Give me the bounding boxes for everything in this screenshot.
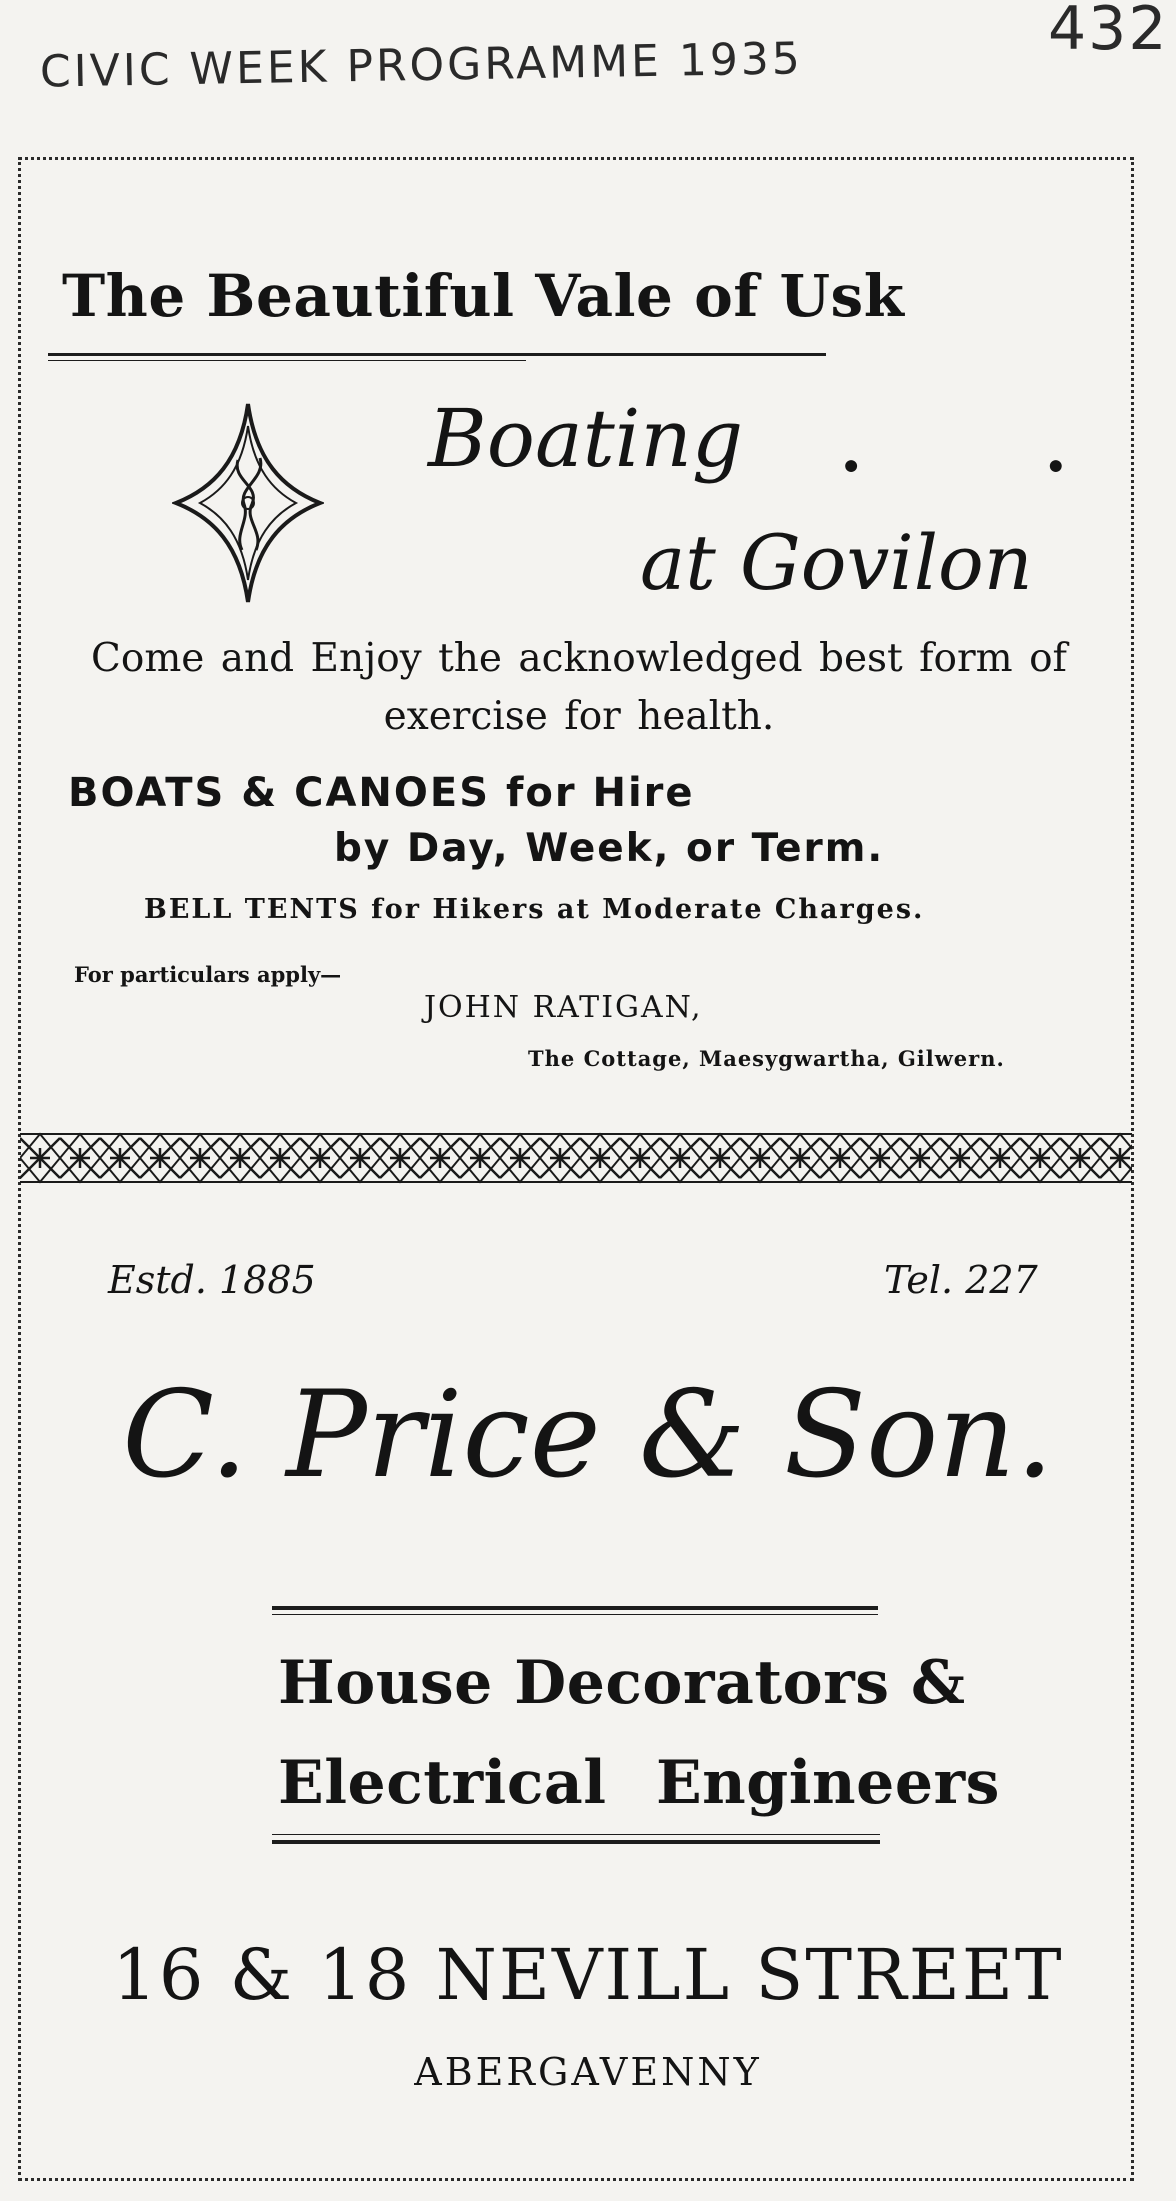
hire-line-2: by Day, Week, or Term. (334, 826, 885, 871)
trade-line-2: Electrical Engineers (278, 1748, 1000, 1818)
trade-rule-bottom (272, 1840, 880, 1844)
page-number: 432 (1048, 0, 1169, 64)
boating-location: at Govilon (640, 518, 1033, 607)
apply-line: For particulars apply— (74, 962, 342, 987)
bell-tents-line: BELL TENTS for Hikers at Moderate Charges. (144, 894, 925, 925)
contact-address: The Cottage, Maesygwartha, Gilwern. (528, 1046, 1005, 1071)
boating-tagline: Come and Enjoy the acknowledged best form of exercise for health. (91, 636, 1067, 739)
trade-rule-bottom-thin (272, 1834, 880, 1835)
trade-rule-top (272, 1606, 878, 1610)
boating-title-dots: . . (840, 412, 1147, 487)
boating-title: Boating (428, 392, 744, 485)
street-address: 16 & 18 NEVILL STREET (112, 1934, 1064, 2016)
trade-rule-top-thin (272, 1614, 878, 1615)
company-name: C. Price & Son. (122, 1366, 1054, 1505)
heading-underline (48, 353, 826, 356)
handwritten-annotation: CIVIC WEEK PROGRAMME 1935 (39, 33, 804, 98)
heading-underline-thin (48, 360, 526, 361)
town: ABERGAVENNY (414, 2050, 762, 2094)
diamond-ornament-icon (172, 400, 324, 606)
established-date: Estd. 1885 (108, 1258, 316, 1302)
star-band-divider (20, 1130, 1132, 1186)
telephone: Tel. 227 (884, 1258, 1038, 1302)
hire-line-1: BOATS & CANOES for Hire (68, 770, 695, 816)
contact-name: JOHN RATIGAN, (424, 990, 703, 1025)
trade-line-1: House Decorators & (278, 1648, 966, 1718)
boating-heading: The Beautiful Vale of Usk (62, 262, 905, 330)
